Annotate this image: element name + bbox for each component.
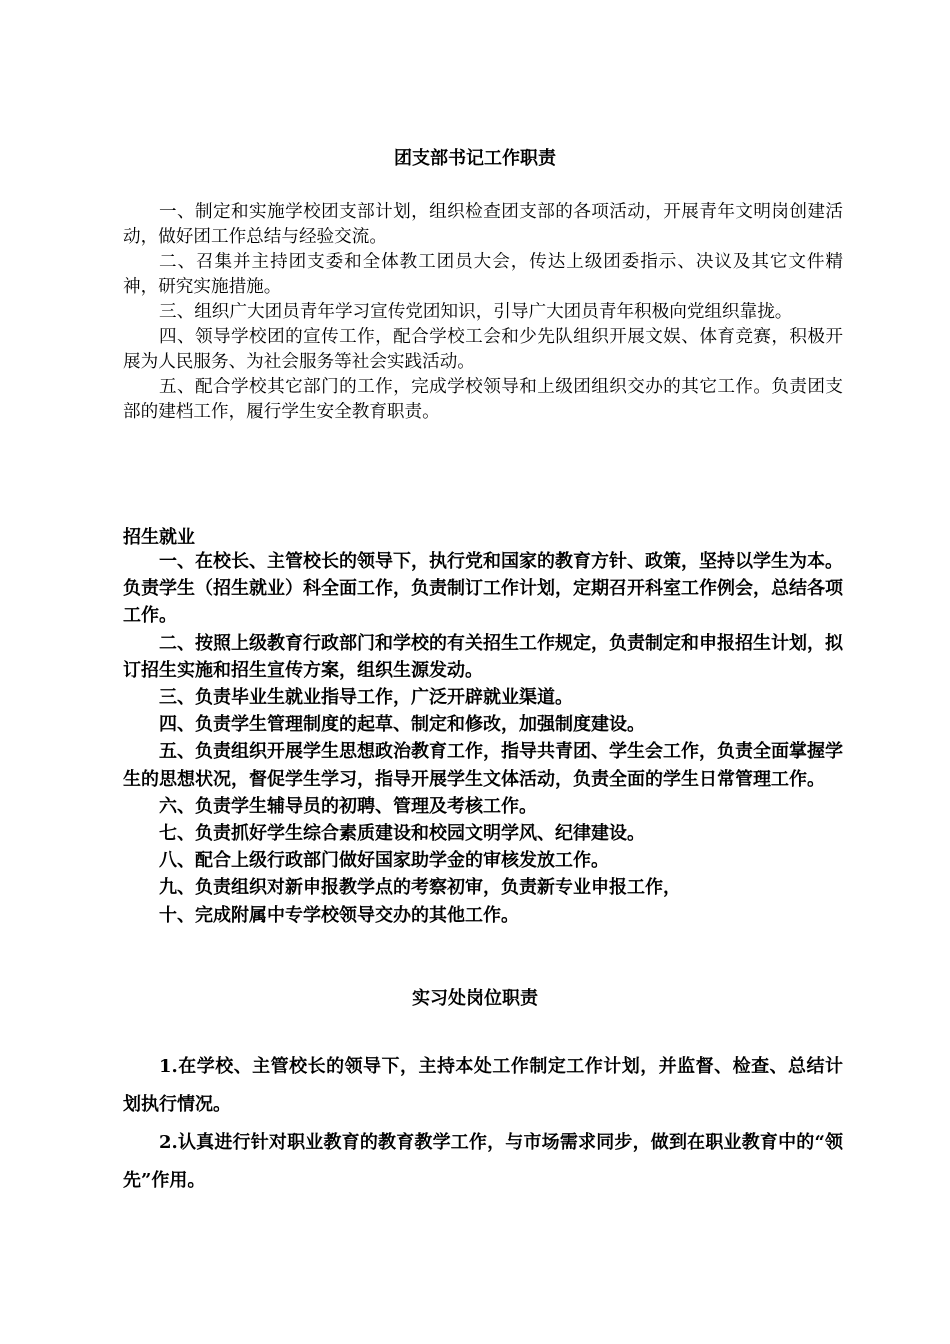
section2-paragraph: 六、负责学生辅导员的初聘、管理及考核工作。 [159, 795, 537, 817]
section2-paragraph: 十、完成附属中专学校领导交办的其他工作。 [159, 904, 519, 926]
section2-paragraph: 四、负责学生管理制度的起草、制定和修改，加强制度建设。 [159, 714, 645, 736]
section3-paragraph: 2.认真进行针对职业教育的教育教学工作，与市场需求同步，做到在职业教育中的“领先”作用。 [123, 1132, 843, 1191]
section2-paragraph: 三、负责毕业生就业指导工作，广泛开辟就业渠道。 [159, 687, 573, 709]
section2-heading: 招生就业 [123, 527, 195, 548]
section1-paragraph: 一、制定和实施学校团支部计划，组织检查团支部的各项活动，开展青年文明岗创建活动，做好团工作总结与经验交流。 [123, 202, 843, 247]
section3-paragraph: 1.在学校、主管校长的领导下，主持本处工作制定工作计划，并监督、检查、总结计划执行情况。 [123, 1056, 843, 1115]
section1-title: 团支部书记工作职责 [394, 148, 556, 169]
section2-paragraph: 九、负责组织对新申报教学点的考察初审，负责新专业申报工作， [159, 877, 681, 899]
section1-body [123, 200, 843, 425]
section1-paragraph: 三、组织广大团员青年学习宣传党团知识，引导广大团员青年积极向党组织靠拢。 [159, 302, 793, 322]
section1-paragraph: 五、配合学校其它部门的工作，完成学校领导和上级团组织交办的其它工作。负责团支部的建档工作，履行学生安全教育职责。 [123, 377, 843, 422]
section1-paragraph: 二、召集并主持团支委和全体教工团员大会，传达上级团委指示、决议及其它文件精神，研究实施措施。 [123, 252, 843, 297]
section3-body [123, 1048, 843, 1200]
section2-paragraph: 一、在校长、主管校长的领导下，执行党和国家的教育方针、政策，坚持以学生为本。负责学生（招生就业）科全面工作，负责制订工作计划，定期召开科室工作例会，总结各项工作。 [123, 551, 843, 627]
section2-paragraph: 八、配合上级行政部门做好国家助学金的审核发放工作。 [159, 850, 609, 872]
section2-paragraph: 五、负责组织开展学生思想政治教育工作，指导共青团、学生会工作，负责全面掌握学生的思想状况，督促学生学习，指导开展学生文体活动，负责全面的学生日常管理工作。 [123, 741, 843, 790]
section1-paragraph: 四、领导学校团的宣传工作，配合学校工会和少先队组织开展文娱、体育竞赛，积极开展为人民服务、为社会服务等社会实践活动。 [123, 327, 843, 372]
section2-paragraph: 二、按照上级教育行政部门和学校的有关招生工作规定，负责制定和申报招生计划，拟订招生实施和招生宣传方案，组织生源发动。 [123, 632, 843, 681]
section3-title: 实习处岗位职责 [412, 988, 538, 1009]
section2-paragraph: 七、负责抓好学生综合素质建设和校园文明学风、纪律建设。 [159, 823, 645, 845]
section2-body [123, 548, 843, 929]
